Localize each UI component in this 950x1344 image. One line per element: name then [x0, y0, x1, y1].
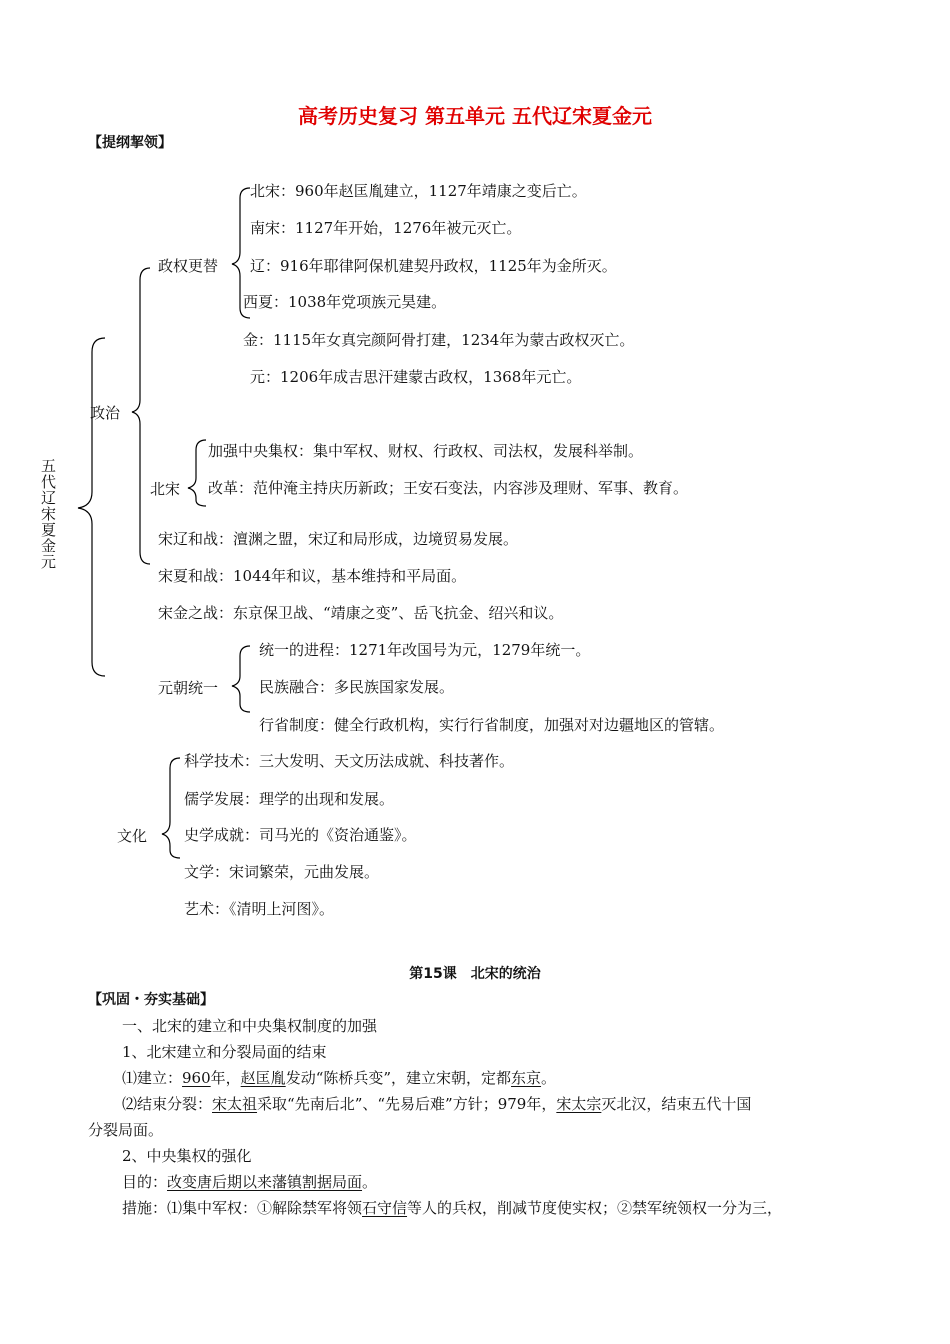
text-span: 。	[541, 1069, 557, 1087]
underlined-term: 改变唐后期以来藩镇割据局面	[167, 1173, 363, 1191]
regime-item: 辽：916年耶律阿保机建契丹政权，1125年为金所灭。	[250, 257, 617, 275]
underlined-term: 960	[182, 1069, 211, 1087]
regime-item: 南宋：1127年开始，1276年被元灭亡。	[250, 219, 522, 237]
beisong-label: 北宋	[150, 480, 181, 498]
culture-item: 文学：宋词繁荣，元曲发展。	[184, 863, 380, 881]
culture-item: 史学成就：司马光的《资治通鉴》。	[184, 826, 417, 844]
subsection-heading: 2、中央集权的强化	[122, 1147, 252, 1165]
subsection-heading: 1、北宋建立和分裂局面的结束	[122, 1043, 327, 1061]
beisong-bracket	[188, 440, 206, 506]
culture-item: 艺术：《清明上河图》。	[184, 900, 335, 918]
text-span: 措施：⑴集中军权：①解除禁军将领	[122, 1199, 363, 1217]
text-span: 采取“先南后北”、“先易后难”方针；979年，	[257, 1095, 557, 1113]
culture-item: 儒学发展：理学的出现和发展。	[184, 790, 395, 808]
regime-item: 元：1206年成吉思汗建蒙古政权，1368年元亡。	[250, 368, 582, 386]
text-span: ⑵结束分裂：	[122, 1095, 213, 1113]
paragraph-purpose	[122, 1169, 902, 1195]
regime-label: 政权更替	[158, 257, 219, 275]
culture-bracket	[162, 758, 180, 858]
underlined-term: 宋太祖	[212, 1095, 258, 1113]
outline-header: 【提纲挈领】	[88, 135, 172, 151]
war-item: 宋辽和战：澶渊之盟，宋辽和局形成，边境贸易发展。	[158, 530, 519, 548]
root-bracket	[78, 338, 105, 676]
underlined-term: 石守信	[362, 1199, 408, 1217]
beisong-item: 改革：范仲淹主持庆历新政；王安石变法，内容涉及理财、军事、教育。	[208, 479, 689, 497]
regime-item: 北宋：960年赵匡胤建立，1127年靖康之变后亡。	[250, 182, 587, 200]
text-span: 。	[362, 1173, 378, 1191]
yuan-bracket	[232, 646, 250, 712]
yuan-item: 行省制度：健全行政机构，实行行省制度，加强对对边疆地区的管辖。	[259, 716, 725, 734]
paragraph-founding	[122, 1065, 902, 1091]
underlined-term: 东京	[511, 1069, 542, 1087]
root-label: 五代辽宋夏金元	[39, 458, 57, 570]
text-span: 发动“陈桥兵变”，建立宋朝，定都	[285, 1069, 512, 1087]
politics-label: 政治	[90, 404, 121, 422]
paragraph-unification-cont: 分裂局面。	[88, 1121, 164, 1139]
culture-label: 文化	[117, 827, 148, 845]
regime-item: 金：1115年女真完颜阿骨打建，1234年为蒙古政权灭亡。	[243, 331, 635, 349]
culture-item: 科学技术：三大发明、天文历法成就、科技著作。	[184, 752, 515, 770]
beisong-item: 加强中央集权：集中军权、财权、行政权、司法权，发展科举制。	[208, 442, 644, 460]
text-span: 年，	[210, 1069, 241, 1087]
lesson-title: 第15课 北宋的统治	[409, 966, 541, 982]
paragraph-measures	[122, 1195, 902, 1221]
consolidate-header: 【巩固・夯实基础】	[88, 992, 214, 1008]
yuan-item: 统一的进程：1271年改国号为元，1279年统一。	[259, 641, 591, 659]
section-heading: 一、北宋的建立和中央集权制度的加强	[122, 1017, 378, 1035]
underlined-term: 赵匡胤	[240, 1069, 286, 1087]
underlined-term: 宋太宗	[556, 1095, 602, 1113]
yuan-label: 元朝统一	[158, 679, 219, 697]
text-span: ⑴建立：	[122, 1069, 183, 1087]
yuan-item: 民族融合：多民族国家发展。	[259, 678, 455, 696]
paragraph-unification	[122, 1091, 902, 1117]
war-item: 宋金之战：东京保卫战、“靖康之变”、岳飞抗金、绍兴和议。	[158, 604, 564, 622]
text-span: 等人的兵权，削减节度使实权；②禁军统领权一分为三，	[407, 1199, 783, 1217]
text-span: 目的：	[122, 1173, 168, 1191]
war-item: 宋夏和战：1044年和议，基本维持和平局面。	[158, 567, 467, 585]
regime-item: 西夏：1038年党项族元昊建。	[243, 293, 447, 311]
page-title: 高考历史复习 第五单元 五代辽宋夏金元	[298, 104, 652, 128]
politics-bracket	[132, 268, 150, 564]
text-span: 灭北汉，结束五代十国	[601, 1095, 752, 1113]
